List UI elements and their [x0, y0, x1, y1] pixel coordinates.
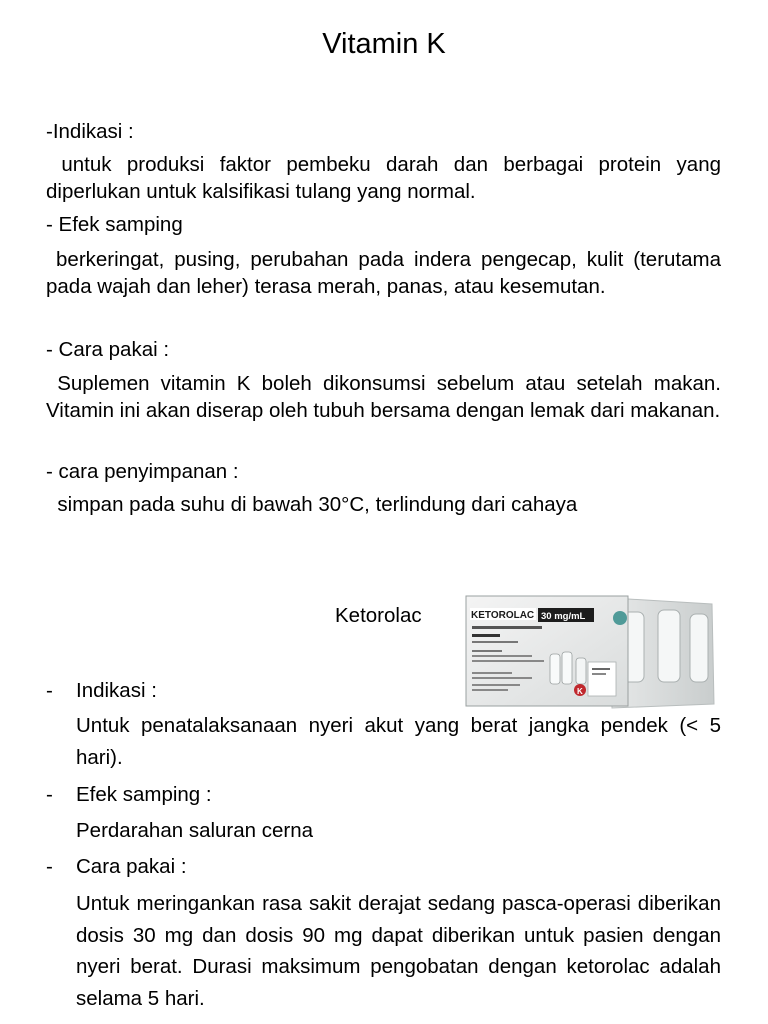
ketorolac-indikasi-text: Untuk penatalaksanaan nyeri akut yang berat jangka pendek (< 5 hari).: [76, 714, 721, 769]
page-title: Vitamin K: [322, 28, 446, 60]
ketorolac-box-strength: 30 mg/mL: [541, 611, 586, 622]
bullet-dash: -: [46, 679, 53, 702]
vitk-simpan-label: - cara penyimpanan :: [46, 460, 239, 483]
vitk-efek-text: berkeringat, pusing, perubahan pada indera pengecap, kulit (terutama pada wajah dan leher) terasa merah, panas, atau kesemutan.: [46, 248, 727, 298]
svg-text:K: K: [577, 687, 583, 696]
vitk-indikasi-text: untuk produksi faktor pembeku darah dan berbagai protein yang diperlukan untuk kalsifikasi tulang yang normal.: [46, 153, 727, 203]
ketorolac-indikasi-label: Indikasi :: [76, 679, 157, 702]
ketorolac-efek-text: Perdarahan saluran cerna: [76, 819, 314, 842]
vitk-simpan-text: simpan pada suhu di bawah 30°C, terlindung dari cahaya: [46, 493, 578, 516]
ketorolac-cara-label: Cara pakai :: [76, 855, 187, 878]
vitk-indikasi-label: -Indikasi :: [46, 120, 134, 143]
ketorolac-cara-text: Untuk meringankan rasa sakit derajat sedang pasca-operasi diberikan dosis 30 mg dan dosis 90 mg dapat diberikan untuk pasien dengan nyeri berat. Durasi maksimum pengobatan dengan ketorolac adalah selama 5 hari.: [76, 892, 721, 1010]
ketorolac-box-brand: KETOROLAC: [471, 610, 535, 621]
ketorolac-product-image: [462, 592, 718, 710]
bullet-dash: -: [46, 783, 53, 806]
vitk-efek-label: - Efek samping: [46, 213, 183, 236]
ketorolac-efek-label: Efek samping :: [76, 783, 212, 806]
ketorolac-title: Ketorolac: [335, 604, 422, 627]
vitk-cara-text: Suplemen vitamin K boleh dikonsumsi sebelum atau setelah makan. Vitamin ini akan diserap oleh tubuh bersama dengan lemak dari makanan.: [46, 372, 727, 422]
bullet-dash: -: [46, 855, 53, 878]
vitk-cara-label: - Cara pakai :: [46, 338, 170, 361]
